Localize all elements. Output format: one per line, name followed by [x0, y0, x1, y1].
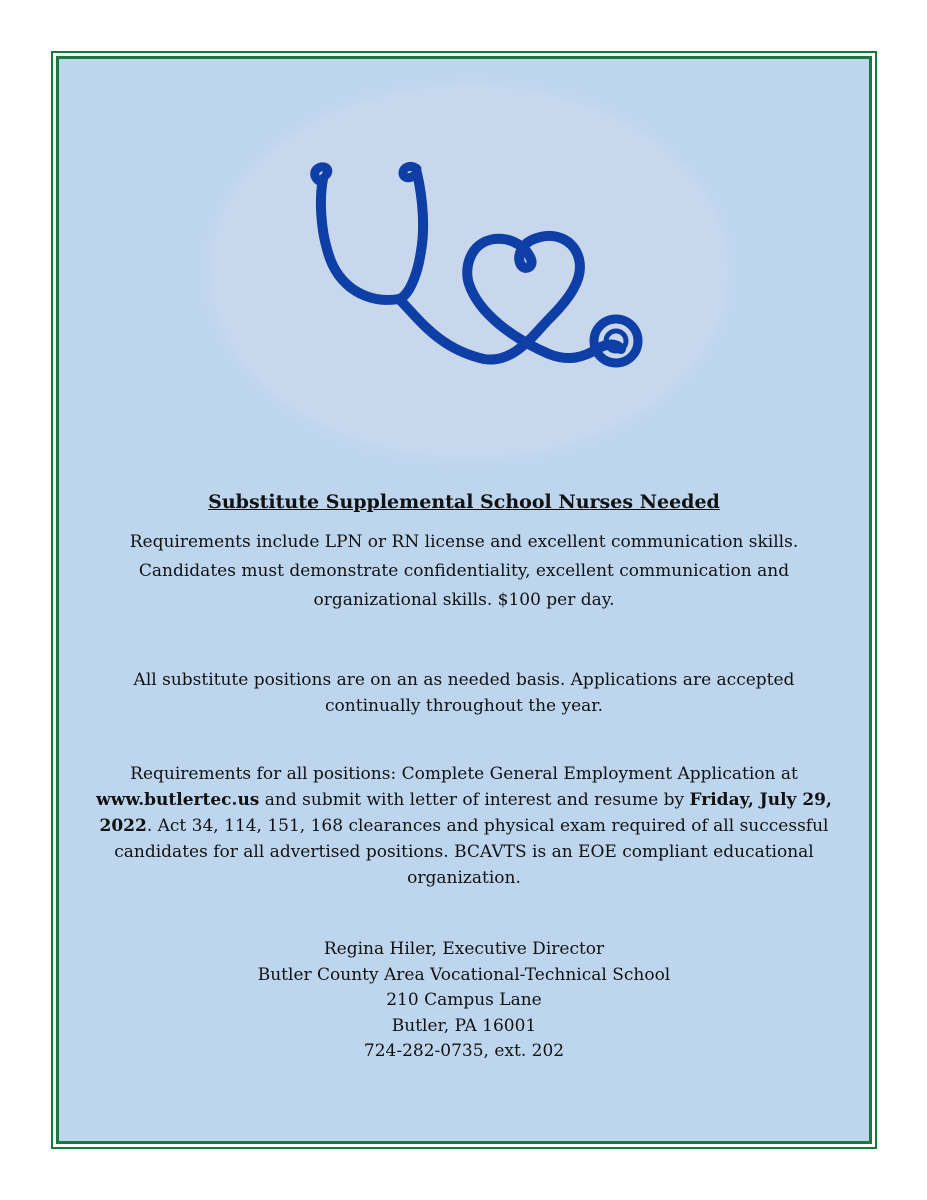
contact-phone: 724-282-0735, ext. 202 [363, 1041, 565, 1061]
contact-street: 210 Campus Lane [386, 990, 542, 1010]
contact-name: Regina Hiler, Executive Director [323, 939, 605, 959]
contact-city: Butler, PA 16001 [391, 1015, 537, 1036]
deadline-date: Friday, July 29, 2022 [99, 790, 832, 836]
application-paragraph [84, 761, 844, 891]
requirements-paragraph: Requirements include LPN or RN license and excellent communication skills. Candidates must demonstrate confidentiality, excellent communication and organizational skills. $100 per day. [129, 532, 799, 610]
contact-block [59, 937, 869, 1065]
substitute-basis-paragraph: All substitute positions are on an as needed basis. Applications are accepted continually throughout the year. [133, 670, 795, 716]
flyer-border [51, 51, 877, 1149]
application-text-2: and submit with letter of interest and resume by [264, 790, 685, 810]
stethoscope-heart-icon [299, 159, 649, 389]
flyer-panel [56, 56, 872, 1144]
website-link[interactable]: www.butlertec.us [96, 790, 260, 810]
contact-school: Butler County Area Vocational-Technical School [257, 964, 671, 985]
application-text-3: . Act 34, 114, 151, 168 clearances and physical exam required of all successful candidates for all advertised positions. BCAVTS is an EOE compliant educational organization. [114, 816, 829, 888]
headline: Substitute Supplemental School Nurses Needed [208, 491, 720, 513]
flyer-text [59, 489, 869, 1065]
application-text-1: Requirements for all positions: Complete General Employment Application at [130, 764, 798, 784]
